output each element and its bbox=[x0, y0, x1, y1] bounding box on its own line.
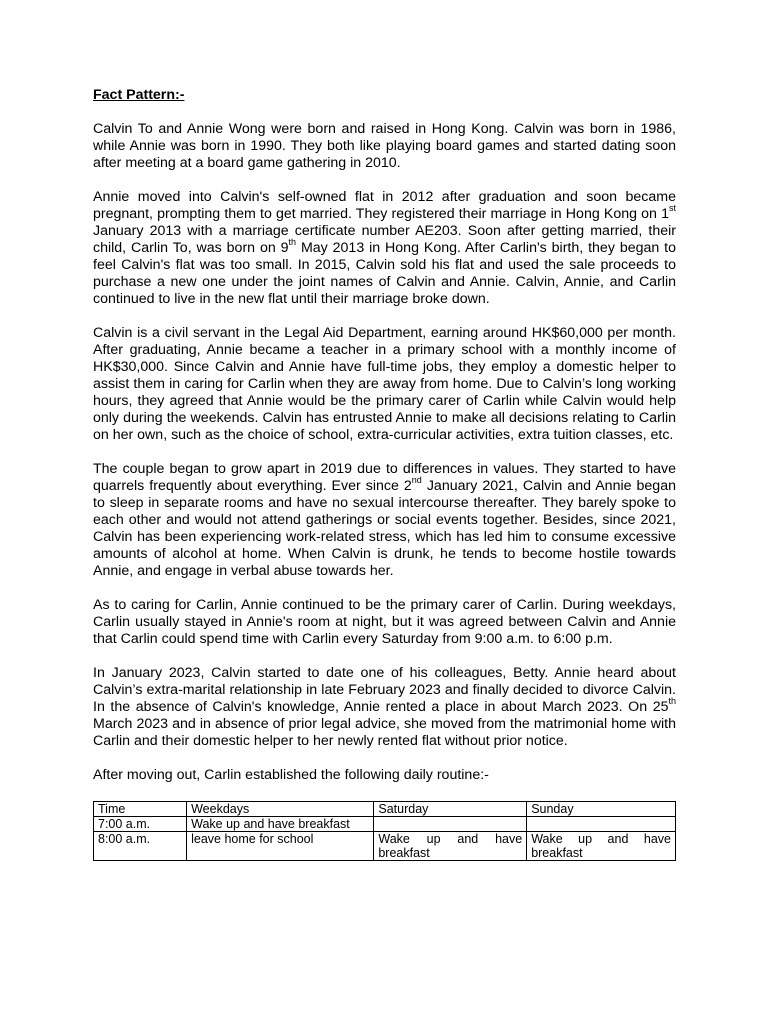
table-row bbox=[94, 832, 676, 861]
ordinal-suffix: nd bbox=[411, 475, 422, 486]
fact-pattern-heading: Fact Pattern:- bbox=[93, 87, 185, 103]
ordinal-suffix: st bbox=[668, 203, 676, 214]
paragraph-breakdown-part-1: The couple began to grow apart in 2019 due to differences in values. They started to have quarrels frequently about everything. Ever since 2 bbox=[93, 461, 676, 494]
cell-time: 7:00 a.m. bbox=[94, 817, 187, 832]
paragraph-routine-intro: After moving out, Carlin established the following daily routine:- bbox=[93, 767, 489, 783]
paragraph-marriage bbox=[93, 189, 676, 308]
paragraph-breakdown-part-2: January 2021, Calvin and Annie began to sleep in separate rooms and have no sexual intercourse thereafter. They barely spoke to each other and would not attend gatherings or social events together. Besides, since 2021, Calvin has been experiencing work-related stress, which has led him to consume excessive amounts of alcohol at home. When Calvin is drunk, he tends to become hostile towards Annie, and engage in verbal abuse towards her. bbox=[93, 478, 676, 579]
cell-sunday bbox=[527, 832, 676, 861]
cell-saturday bbox=[374, 817, 527, 832]
paragraph-moving-out-part-1: In January 2023, Calvin started to date one of his colleagues, Betty. Annie heard about Calvin’s extra-marital relationship in late February 2023 and finally decided to divorce Calvin. In the absence of Calvin's knowledge, Annie rented a place in about March 2023. On 25 bbox=[93, 665, 676, 715]
paragraph-marriage-part-1: Annie moved into Calvin's self-owned flat in 2012 after graduation and soon became pregnant, prompting them to get married. They registered their marriage in Hong Kong on 1 bbox=[93, 189, 676, 222]
paragraph-moving-out bbox=[93, 665, 676, 750]
paragraph-care-arrangement: As to caring for Carlin, Annie continued to be the primary carer of Carlin. During weekdays, Carlin usually stayed in Annie's room at night, but it was agreed between Calvin and Annie that Carlin could spend time with Carlin every Saturday from 9:00 a.m. to 6:00 p.m. bbox=[93, 597, 676, 647]
column-header-weekdays: Weekdays bbox=[187, 802, 374, 817]
column-header-sunday: Sunday bbox=[527, 802, 676, 817]
column-header-saturday: Saturday bbox=[374, 802, 527, 817]
paragraph-marriage-part-3: May 2013 in Hong Kong. After Carlin's birth, they began to feel Calvin's flat was too small. In 2015, Calvin sold his flat and used the sale proceeds to purchase a new one under the joint names of Calvin and Annie. Calvin, Annie, and Carlin continued to live in the new flat until their marriage broke down. bbox=[93, 240, 676, 307]
document-page bbox=[93, 87, 676, 861]
table-header-row bbox=[94, 802, 676, 817]
paragraph-background: Calvin To and Annie Wong were born and raised in Hong Kong. Calvin was born in 1986, while Annie was born in 1990. They both like playing board games and started dating soon after meeting at a board game gathering in 2010. bbox=[93, 121, 676, 171]
paragraph-marriage-part-2: January 2013 with a marriage certificate number AE203. Soon after getting married, their child, Carlin To, was born on 9 bbox=[93, 223, 676, 256]
ordinal-suffix: th bbox=[668, 696, 676, 707]
cell-sunday-line-1: Wake up and have bbox=[531, 832, 671, 846]
daily-routine-table bbox=[93, 801, 676, 861]
ordinal-suffix: th bbox=[288, 237, 297, 248]
cell-weekdays: Wake up and have breakfast bbox=[187, 817, 374, 832]
cell-sunday-line-2: breakfast bbox=[531, 846, 583, 860]
cell-saturday-line-2: breakfast bbox=[378, 846, 430, 860]
cell-sunday bbox=[527, 817, 676, 832]
cell-weekdays: leave home for school bbox=[187, 832, 374, 861]
paragraph-moving-out-part-2: March 2023 and in absence of prior legal advice, she moved from the matrimonial home with Carlin and their domestic helper to her newly rented flat without prior notice. bbox=[93, 716, 676, 749]
column-header-time: Time bbox=[94, 802, 187, 817]
paragraph-employment: Calvin is a civil servant in the Legal Aid Department, earning around HK$60,000 per month. After graduating, Annie became a teacher in a primary school with a monthly income of HK$30,000. Since Calvin and Annie have full-time jobs, they employ a domestic helper to assist them in caring for Carlin when they are away from home. Due to Calvin’s long working hours, they agreed that Annie would be the primary carer of Carlin while Calvin would help only during the weekends. Calvin has entrusted Annie to make all decisions relating to Carlin on her own, such as the choice of school, extra-curricular activities, extra tuition classes, etc. bbox=[93, 325, 676, 443]
cell-saturday bbox=[374, 832, 527, 861]
table-row bbox=[94, 817, 676, 832]
cell-time: 8:00 a.m. bbox=[94, 832, 187, 861]
cell-saturday-line-1: Wake up and have bbox=[378, 832, 523, 846]
paragraph-breakdown bbox=[93, 461, 676, 580]
